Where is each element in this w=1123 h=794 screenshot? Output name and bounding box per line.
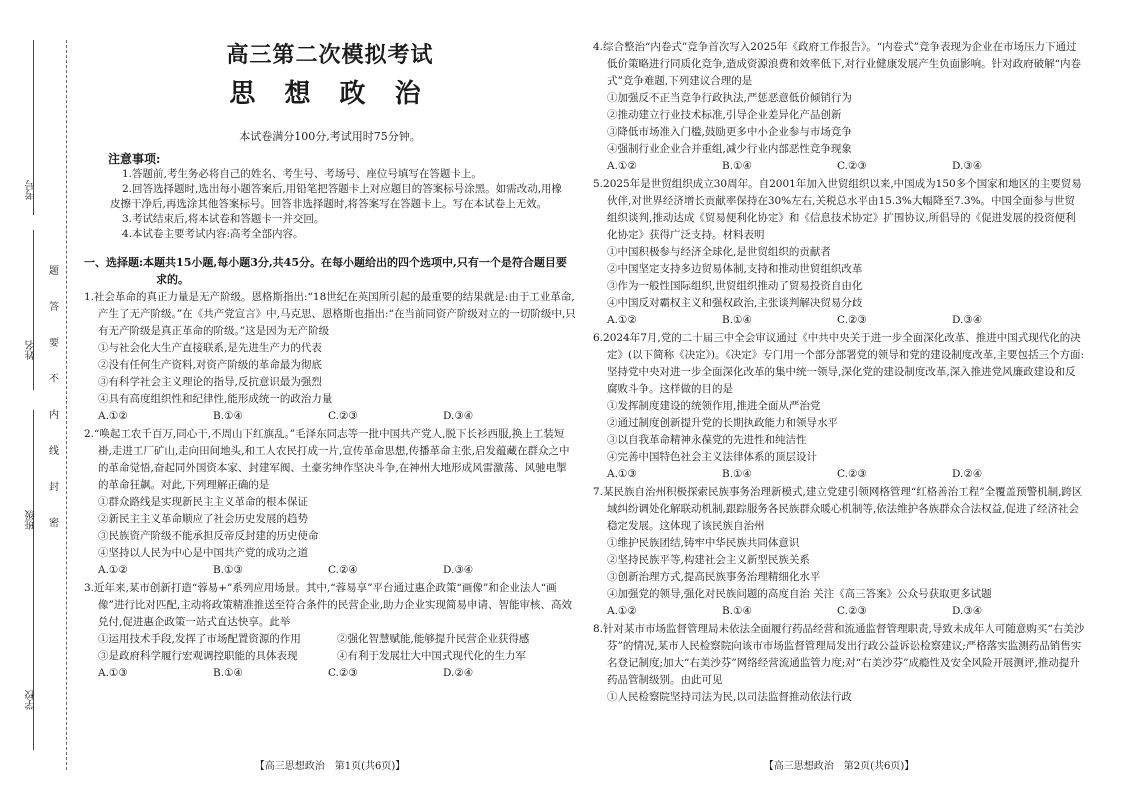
question-8 bbox=[593, 621, 1085, 706]
answer-b: B.①④ bbox=[722, 468, 752, 480]
answer-choices bbox=[84, 665, 576, 682]
question-2 bbox=[84, 426, 576, 579]
option-row bbox=[84, 648, 576, 665]
question-option: ③降低市场准入门槛,鼓励更多中小企业参与市场竞争 bbox=[607, 126, 852, 138]
page-footer: 【高三思想政治 第2页(共6页)】 bbox=[763, 761, 915, 772]
notice-item: 4.本试卷主要考试内容:高考全部内容。 bbox=[122, 228, 304, 240]
answer-a: A.①② bbox=[607, 605, 637, 617]
answer-b: B.①④ bbox=[213, 410, 243, 422]
question-5 bbox=[593, 176, 1085, 329]
question-stem: 1.社会革命的真正力量是无产阶级。恩格斯指出:“18世纪在英国所引起的最重要的结果就是:由于工业革命,产生了无产阶级。”在《共产党宣言》中,马克思、恩格斯也指出:“在当前同资产阶级对立的一切阶级中,只有无产阶级是真正革命的阶级。”这是因为无产阶级 bbox=[84, 291, 576, 337]
question-option: ③作为一般性国际组织,世贸组织推动了贸易投资自由化 bbox=[607, 280, 863, 292]
exam-meta: 本试卷满分100分,考试用时75分钟。 bbox=[239, 130, 421, 143]
answer-choices bbox=[593, 158, 1085, 175]
seal-char: 封 bbox=[49, 482, 59, 493]
answer-c: C.②③ bbox=[328, 667, 358, 679]
seal-char: 要 bbox=[49, 338, 59, 349]
answer-d: D.③④ bbox=[952, 160, 983, 172]
answer-a: A.①② bbox=[607, 160, 637, 172]
seal-char: 线 bbox=[49, 446, 59, 457]
answer-b: B.①④ bbox=[213, 667, 243, 679]
option-row bbox=[84, 631, 576, 648]
exam-title: 高三第二次模拟考试 bbox=[226, 42, 434, 68]
answer-choices bbox=[84, 408, 576, 425]
question-option: ④强制行业企业合并重组,减少行业内部恶性竞争现象 bbox=[607, 143, 852, 155]
question-option: ①与社会化大生产直接联系,是先进生产力的代表 bbox=[98, 342, 322, 354]
question-option: ③民族资产阶级不能承担反帝反封建的历史使命 bbox=[98, 530, 319, 542]
question-stem: 2.“唤起工农千百万,同心干,不周山下红旗乱。”毛泽东同志等一批中国共产党人,脱下长衫西服,换上工装短褂,走进工厂矿山,走向田间地头,和工人农民打成一片,宣传革命思想,传播革命主张,启发蕴藏在群众之中的革命觉悟,奋起同外国资本家、封建军阀、土豪劣绅作坚决斗争,在神州大地形成风雷激荡、风驰电掣的革命狂飙。对此,下列理解正确的是 bbox=[84, 428, 570, 491]
page-2 bbox=[593, 0, 1085, 794]
answer-choices bbox=[593, 466, 1085, 483]
question-option: ①运用技术手段,发挥了市场配置资源的作用 bbox=[98, 633, 301, 645]
question-1 bbox=[84, 289, 576, 425]
question-option: ②通过制度创新提升党的长期执政能力和领导水平 bbox=[607, 417, 838, 429]
question-option: ④具有高度组织性和纪律性,能形成统一的政治力量 bbox=[98, 393, 333, 405]
answer-d: D.②④ bbox=[443, 667, 474, 679]
answer-c: C.②④ bbox=[328, 564, 358, 576]
question-option: ②中国坚定支持多边贸易体制,支持和推动世贸组织改革 bbox=[607, 263, 863, 275]
question-stem: 7.某民族自治州积极探索民族事务治理新模式,建立党建引领网格管理“红格善治工程”全覆盖预警机制,跨区域纠纷调处化解联动机制,跟踪服务各民族群众暖心机制等,依法维护各族群众合法权益,促进了经济社会稳定发展。这体现了该民族自治州 bbox=[593, 486, 1083, 532]
question-option: ①人民检察院坚持司法为民,以司法监督推动依法行政 bbox=[607, 691, 852, 703]
question-option: ②新民主主义革命顺应了社会历史发展的趋势 bbox=[98, 513, 308, 525]
seal-char: 题 bbox=[49, 266, 59, 277]
answer-b: B.①④ bbox=[722, 160, 752, 172]
notice-item: 1.答题前,考生务必将自己的姓名、考生号、考场号、座位号填写在答题卡上。 bbox=[122, 168, 482, 180]
question-option: ②坚持民族平等,构建社会主义新型民族关系 bbox=[607, 554, 810, 566]
notice-heading: 注意事项: bbox=[108, 152, 161, 166]
question-option: ③是政府科学履行宏观调控职能的具体表现 bbox=[98, 650, 298, 662]
seal-dashed-line bbox=[66, 40, 67, 770]
answer-choices bbox=[84, 562, 576, 579]
answer-d: D.③④ bbox=[443, 564, 474, 576]
page-footer: 【高三思想政治 第1页(共6页)】 bbox=[254, 761, 406, 772]
answer-a: A.①③ bbox=[98, 667, 128, 679]
answer-a: A.①③ bbox=[607, 468, 637, 480]
question-stem: 5.2025年是世贸组织成立30周年。自2001年加入世贸组织以来,中国成为150多个国家和地区的主要贸易伙伴,对世界经济增长贡献率保持在30%左右,关税总水平由15.3%大幅降至7.3%。中国全面参与世贸组织谈判,推动达成《贸易便利化协定》和《信息技术协定》扩围协议,所倡导的《促进发展的投资便利化协定》获得广泛支持。材料表明 bbox=[593, 178, 1082, 241]
page-1 bbox=[84, 0, 576, 794]
question-option: ④有利于发展壮大中国式现代化的生力军 bbox=[337, 650, 526, 662]
section-heading: 一、选择题:本题共15小题,每小题3分,共45分。在每小题给出的四个选项中,只有一个是符合题目要求的。 bbox=[84, 256, 567, 286]
question-stem: 6.2024年7月,党的二十届三中全会审议通过《中共中央关于进一步全面深化改革、推进中国式现代化的决定》(以下简称《决定》)。《决定》专门用一个部分部署党的领导和党的建设制度改革,主要包括三个方面:坚持党中央对进一步全面深化改革的集中统一领导,深化党的建设制度改革,深入推进党风廉政建设和反腐败斗争。这样做的目的是 bbox=[593, 332, 1085, 395]
question-3 bbox=[84, 580, 576, 682]
question-option: ④加强党的领导,强化对民族问题的高度自治 关注《高三答案》公众号获取更多试题 bbox=[607, 588, 992, 600]
question-option: ③有科学社会主义理论的指导,反抗意识最为强烈 bbox=[98, 376, 322, 388]
question-stem: 8.针对某市市场监督管理局未依法全面履行药品经营和流通监督管理职责,导致未成年人可随意购买“右美沙芬”的情况,某市人民检察院向该市市场监督管理局发出行政公益诉讼检察建议;严格落实监测药品销售实名登记制度;加大“右美沙芬”网络经营流通监管力度;对“右美沙芬”成瘾性及安全风险开展测评,推动提升药品管制级别。由此可见 bbox=[593, 623, 1085, 686]
seal-char: 密 bbox=[49, 518, 59, 529]
question-stem: 4.综合整治“内卷式”竞争首次写入2025年《政府工作报告》。“内卷式”竞争表现为企业在市场压力下通过低价策略进行同质化竞争,造成资源浪费和效率低下,对行业健康发展产生负面影响。针对政府破解“内卷式”竞争难题,下列建议合理的是 bbox=[593, 41, 1082, 87]
question-6 bbox=[593, 330, 1085, 483]
school-line bbox=[33, 560, 34, 750]
question-option: ④完善中国特色社会主义法律体系的顶层设计 bbox=[607, 451, 817, 463]
name-label: 姓名 bbox=[26, 340, 37, 360]
school-label: 学校 bbox=[26, 690, 37, 710]
question-4 bbox=[593, 39, 1085, 175]
question-option: ③以自我革命精神永葆党的先进性和纯洁性 bbox=[607, 434, 807, 446]
question-option: ②强化智慧赋能,能够提升民营企业获得感 bbox=[337, 633, 530, 645]
kaohao-label: 考号 bbox=[26, 180, 37, 200]
question-option: ②没有任何生产资料,对资产阶级的革命最为彻底 bbox=[98, 359, 322, 371]
question-option: ②推动建立行业技术标准,引导企业差异化产品创新 bbox=[607, 109, 842, 121]
answer-c: C.②③ bbox=[837, 605, 867, 617]
question-option: ③创新治理方式,提高民族事务治理精细化水平 bbox=[607, 571, 821, 583]
answer-choices bbox=[593, 603, 1085, 620]
answer-b: B.①③ bbox=[213, 564, 243, 576]
answer-choices bbox=[593, 312, 1085, 329]
answer-a: A.①② bbox=[607, 314, 637, 326]
question-option: ①加强反不正当竞争行政执法,严惩恶意低价倾销行为 bbox=[607, 92, 852, 104]
answer-c: C.②③ bbox=[328, 410, 358, 422]
binding-margin bbox=[0, 0, 78, 794]
question-7 bbox=[593, 484, 1085, 620]
name-line bbox=[33, 230, 34, 390]
question-option: ④中国反对霸权主义和强权政治,主张谈判解决贸易分歧 bbox=[607, 297, 863, 309]
answer-a: A.①② bbox=[98, 564, 128, 576]
question-option: ①群众路线是实现新民主主义革命的根本保证 bbox=[98, 496, 308, 508]
answer-c: C.②③ bbox=[837, 468, 867, 480]
seal-char: 内 bbox=[49, 410, 59, 421]
question-option: ①中国积极参与经济全球化,是世贸组织的贡献者 bbox=[607, 246, 831, 258]
seal-char: 答 bbox=[49, 302, 59, 313]
class-label: 班级 bbox=[26, 510, 37, 530]
seal-char: 不 bbox=[49, 374, 59, 385]
answer-c: C.②③ bbox=[837, 160, 867, 172]
question-stem: 3.近年来,某市创新打造“蓉易+”系列应用场景。其中,“蓉易享”平台通过惠企政策“画像”和企业法人“画像”进行比对匹配,主动将政策精准推送至符合条件的民营企业,助力企业实现简易申请、智能审核、高效兑付,促进惠企政策一站式直达快享。此举 bbox=[84, 582, 573, 628]
answer-b: B.①④ bbox=[722, 314, 752, 326]
subject-title: 思 想 政 治 bbox=[229, 79, 431, 109]
answer-c: C.②③ bbox=[837, 314, 867, 326]
notice-item: 3.考试结束后,将本试卷和答题卡一并交回。 bbox=[122, 213, 325, 225]
answer-b: B.①④ bbox=[722, 605, 752, 617]
answer-d: D.③④ bbox=[443, 410, 474, 422]
notice-item: 2.回答选择题时,选出每小题答案后,用铅笔把答题卡上对应题目的答案标号涂黑。如需改动,用橡皮擦干净后,再选涂其他答案标号。回答非选择题时,将答案写在答题卡上。写在本试卷上无效。 bbox=[110, 183, 563, 210]
question-option: ①维护民族团结,铸牢中华民族共同体意识 bbox=[607, 537, 800, 549]
answer-d: D.③④ bbox=[952, 314, 983, 326]
answer-d: D.③④ bbox=[952, 605, 983, 617]
answer-a: A.①② bbox=[98, 410, 128, 422]
question-option: ④坚持以人民为中心是中国共产党的成功之道 bbox=[98, 547, 308, 559]
question-option: ①发挥制度建设的统领作用,推进全面从严治党 bbox=[607, 400, 821, 412]
answer-d: D.②④ bbox=[952, 468, 983, 480]
